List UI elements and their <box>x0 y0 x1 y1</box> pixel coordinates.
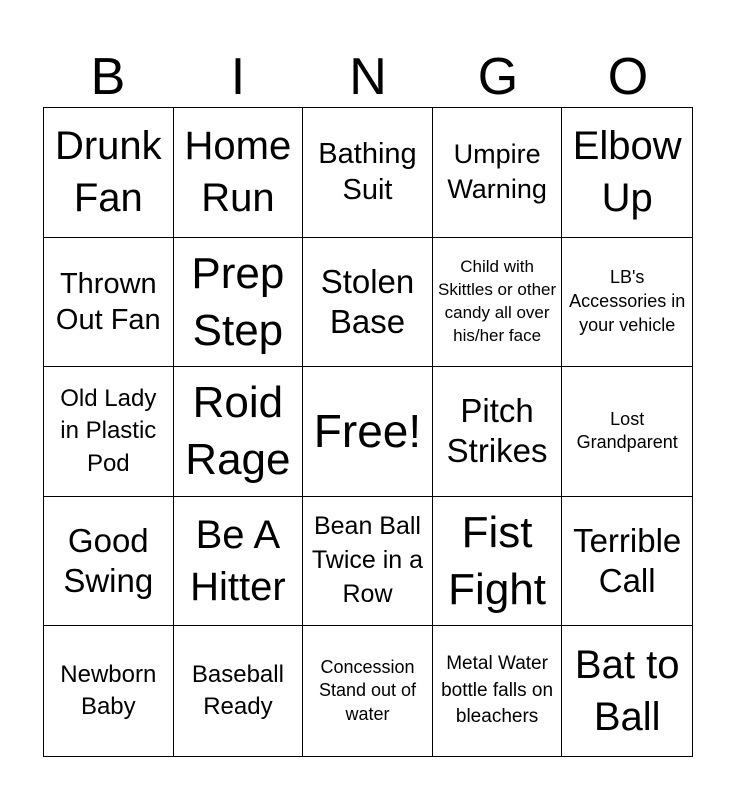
bingo-cell-label: Roid Rage <box>185 378 291 485</box>
bingo-cell[interactable] <box>44 367 174 497</box>
header-letter-g: G <box>477 48 519 106</box>
bingo-cell-label: Newborn Baby <box>60 660 157 721</box>
bingo-cell-label: Free! <box>313 404 422 457</box>
bingo-cell[interactable] <box>303 238 433 368</box>
bingo-cell-label: Prep Step <box>191 248 285 355</box>
bingo-cell-label: Elbow Up <box>572 124 682 221</box>
header-letter-n: N <box>349 48 387 106</box>
bingo-cell-label: Terrible Call <box>573 521 682 600</box>
bingo-cell-label: Bean Ball Twice in a Row <box>311 512 424 608</box>
bingo-cell[interactable] <box>433 367 563 497</box>
header-letter-b: B <box>90 48 126 106</box>
bingo-cell-label: Bat to Ball <box>574 643 680 740</box>
bingo-cell[interactable] <box>562 108 692 238</box>
bingo-cell-label: Old Lady in Plastic Pod <box>60 384 157 477</box>
bingo-cell[interactable] <box>433 626 563 756</box>
bingo-board <box>43 107 693 757</box>
bingo-cell-label: Metal Water bottle falls on bleachers <box>441 653 554 728</box>
bingo-cell-label: LB's Accessories in your vehicle <box>569 267 686 335</box>
bingo-cell-label: Lost Grandparent <box>576 408 678 453</box>
bingo-cell-label: Good Swing <box>63 521 154 600</box>
bingo-cell[interactable] <box>44 238 174 368</box>
bingo-cell[interactable] <box>562 497 692 627</box>
bingo-cell-label: Be A Hitter <box>190 513 286 610</box>
bingo-cell-label: Stolen Base <box>320 262 415 340</box>
bingo-cell[interactable] <box>562 367 692 497</box>
bingo-header <box>43 40 693 108</box>
bingo-cell-label: Fist Fight <box>448 507 546 615</box>
bingo-cell-label: Umpire Warning <box>447 139 547 205</box>
bingo-cell[interactable] <box>174 367 304 497</box>
bingo-cell-label: Concession Stand out of water <box>318 656 417 725</box>
bingo-cell[interactable] <box>174 626 304 756</box>
bingo-cell[interactable] <box>174 108 304 238</box>
bingo-cell[interactable] <box>562 626 692 756</box>
bingo-cell[interactable] <box>174 497 304 627</box>
bingo-cell-label: Thrown Out Fan <box>55 267 161 336</box>
bingo-cell[interactable] <box>44 108 174 238</box>
bingo-cell-label: Child with Skittles or other candy all over his/her face <box>438 257 557 345</box>
bingo-cell[interactable] <box>44 626 174 756</box>
bingo-cell[interactable] <box>303 108 433 238</box>
header-letter-o: O <box>607 48 649 106</box>
bingo-cell[interactable] <box>303 626 433 756</box>
bingo-cell-label: Home Run <box>184 124 292 221</box>
bingo-cell[interactable] <box>433 108 563 238</box>
bingo-cell-label: Pitch Strikes <box>446 392 548 470</box>
header-letter-i: I <box>230 48 246 106</box>
bingo-cell-label: Baseball Ready <box>191 660 284 721</box>
bingo-cell[interactable] <box>433 497 563 627</box>
bingo-cell-label: Bathing Suit <box>318 138 417 207</box>
bingo-cell[interactable] <box>433 238 563 368</box>
bingo-cell[interactable] <box>44 497 174 627</box>
bingo-cell[interactable] <box>562 238 692 368</box>
bingo-cell-label: Drunk Fan <box>54 124 162 221</box>
bingo-cell[interactable] <box>174 238 304 368</box>
bingo-cell[interactable] <box>303 367 433 497</box>
bingo-cell[interactable] <box>303 497 433 627</box>
